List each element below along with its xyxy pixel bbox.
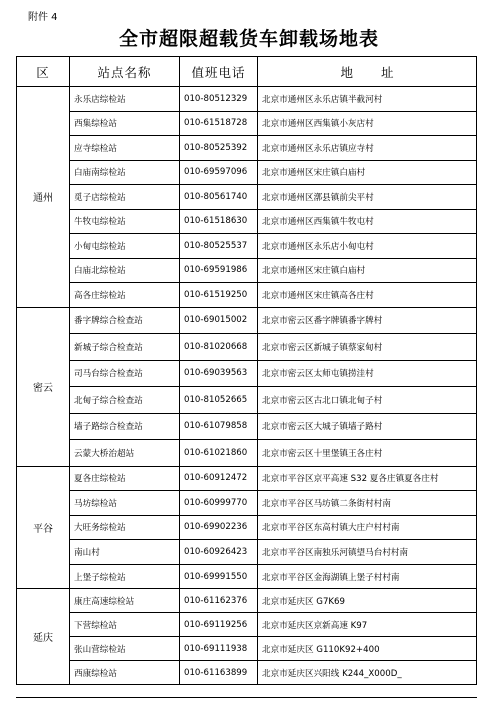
- table-row: [17, 185, 477, 210]
- table-row: [17, 209, 477, 234]
- phone-cell: 010-69591986: [180, 258, 258, 283]
- station-cell: 白庙南综检站: [70, 160, 180, 185]
- district-cell: 平谷: [17, 466, 70, 589]
- address-cell: 北京市通州区宋庄镇白庙村: [258, 258, 477, 283]
- address-cell: 北京市平谷区京平高速 S32 夏各庄镇夏各庄村: [258, 466, 477, 491]
- address-cell: 北京市通州区永乐店镇半截河村: [258, 87, 477, 112]
- station-cell: 张山营综检站: [70, 637, 180, 661]
- phone-cell: 010-61518728: [180, 111, 258, 136]
- table-row: [17, 491, 477, 516]
- table-row: [17, 440, 477, 467]
- table-row: [17, 613, 477, 637]
- table-row: [17, 387, 477, 414]
- station-cell: 大旺务综检站: [70, 515, 180, 540]
- phone-cell: 010-69015002: [180, 307, 258, 334]
- phone-cell: 010-60912472: [180, 466, 258, 491]
- phone-cell: 010-69111938: [180, 637, 258, 661]
- station-cell: 北甸子综合检查站: [70, 387, 180, 414]
- address-cell: 北京市密云区古北口镇北甸子村: [258, 387, 477, 414]
- phone-cell: 010-60999770: [180, 491, 258, 516]
- phone-cell: 010-61163899: [180, 661, 258, 685]
- district-cell: 延庆: [17, 589, 70, 685]
- phone-cell: 010-61021860: [180, 440, 258, 467]
- table-row: [17, 136, 477, 161]
- phone-cell: 010-69597096: [180, 160, 258, 185]
- phone-cell: 010-69991550: [180, 564, 258, 589]
- address-cell: 北京市平谷区马坊镇二条街村村南: [258, 491, 477, 516]
- phone-cell: 010-80525537: [180, 234, 258, 259]
- phone-cell: 010-60926423: [180, 540, 258, 565]
- address-cell: 北京市密云区番字牌镇番字牌村: [258, 307, 477, 334]
- district-cell: 通州: [17, 87, 70, 308]
- page-title: 全市超限超载货车卸载场地表: [118, 28, 379, 50]
- station-cell: 应寺综检站: [70, 136, 180, 161]
- address-cell: 北京市延庆区京新高速 K97: [258, 613, 477, 637]
- station-cell: 南山村: [70, 540, 180, 565]
- table-row: [17, 87, 477, 112]
- unloading-site-table: [16, 56, 477, 685]
- table-row: [17, 160, 477, 185]
- phone-cell: 010-80525392: [180, 136, 258, 161]
- phone-cell: 010-80561740: [180, 185, 258, 210]
- phone-cell: 010-80512329: [180, 87, 258, 112]
- table-row: [17, 564, 477, 589]
- phone-cell: 010-81020668: [180, 334, 258, 361]
- table-header-row: [17, 57, 477, 87]
- table-body: [17, 87, 477, 685]
- table-row: [17, 307, 477, 334]
- address-cell: 北京市通州区永乐店镇应寺村: [258, 136, 477, 161]
- header-district: 区: [17, 57, 70, 87]
- station-cell: 番字牌综合检查站: [70, 307, 180, 334]
- table-row: [17, 111, 477, 136]
- phone-cell: 010-69119256: [180, 613, 258, 637]
- address-cell: 北京市平谷区南独乐河镇望马台村村南: [258, 540, 477, 565]
- address-cell: 北京市通州区西集镇小灰店村: [258, 111, 477, 136]
- station-cell: 司马台综合检查站: [70, 360, 180, 387]
- address-cell: 北京市延庆区 G7K69: [258, 589, 477, 613]
- table-row: [17, 515, 477, 540]
- address-cell: 北京市通州区西集镇牛牧屯村: [258, 209, 477, 234]
- station-cell: 西康综检站: [70, 661, 180, 685]
- table-row: [17, 589, 477, 613]
- address-cell: 北京市延庆区 G110K92+400: [258, 637, 477, 661]
- table-row: [17, 234, 477, 259]
- table-row: [17, 258, 477, 283]
- station-cell: 觅子店综检站: [70, 185, 180, 210]
- phone-cell: 010-61519250: [180, 283, 258, 308]
- table-row: [17, 334, 477, 361]
- table-row: [17, 540, 477, 565]
- phone-cell: 010-69902236: [180, 515, 258, 540]
- phone-cell: 010-81052665: [180, 387, 258, 414]
- station-cell: 康庄高速综检站: [70, 589, 180, 613]
- address-cell: 北京市通州区宋庄镇白庙村: [258, 160, 477, 185]
- phone-cell: 010-61518630: [180, 209, 258, 234]
- station-cell: 小甸屯综检站: [70, 234, 180, 259]
- address-cell: 北京市密云区新城子镇蔡家甸村: [258, 334, 477, 361]
- station-cell: 永乐店综检站: [70, 87, 180, 112]
- address-cell: 北京市延庆区兴阳线 K244_X000D_: [258, 661, 477, 685]
- address-cell: 北京市平谷区金海湖镇上堡子村村南: [258, 564, 477, 589]
- station-cell: 上堡子综检站: [70, 564, 180, 589]
- phone-cell: 010-69039563: [180, 360, 258, 387]
- address-cell: 北京市通州区永乐店小甸屯村: [258, 234, 477, 259]
- address-cell: 北京市通州区漷县镇前尖平村: [258, 185, 477, 210]
- station-cell: 下营综检站: [70, 613, 180, 637]
- station-cell: 墙子路综合检查站: [70, 413, 180, 440]
- station-cell: 云蒙大桥治超站: [70, 440, 180, 467]
- phone-cell: 010-61079858: [180, 413, 258, 440]
- station-cell: 白庙北综检站: [70, 258, 180, 283]
- address-cell: 北京市密云区太师屯镇捞洼村: [258, 360, 477, 387]
- station-cell: 西集综检站: [70, 111, 180, 136]
- address-cell: 北京市密云区大城子镇墙子路村: [258, 413, 477, 440]
- table-row: [17, 413, 477, 440]
- district-cell: 密云: [17, 307, 70, 466]
- attachment-label: 附件 4: [28, 12, 58, 23]
- table-bottom-border: [16, 697, 477, 698]
- table-row: [17, 360, 477, 387]
- phone-cell: 010-61162376: [180, 589, 258, 613]
- header-address: 地址: [258, 57, 477, 87]
- station-cell: 牛牧屯综检站: [70, 209, 180, 234]
- address-cell: 北京市密云区十里堡镇王各庄村: [258, 440, 477, 467]
- table-row: [17, 661, 477, 685]
- station-cell: 高各庄综检站: [70, 283, 180, 308]
- header-phone: 值班电话: [180, 57, 258, 87]
- table-row: [17, 637, 477, 661]
- address-cell: 北京市平谷区东高村镇大庄户村村南: [258, 515, 477, 540]
- address-cell: 北京市通州区宋庄镇高各庄村: [258, 283, 477, 308]
- table-row: [17, 283, 477, 308]
- station-cell: 马坊综检站: [70, 491, 180, 516]
- station-cell: 新城子综合检查站: [70, 334, 180, 361]
- station-cell: 夏各庄综检站: [70, 466, 180, 491]
- table-row: [17, 466, 477, 491]
- header-station: 站点名称: [70, 57, 180, 87]
